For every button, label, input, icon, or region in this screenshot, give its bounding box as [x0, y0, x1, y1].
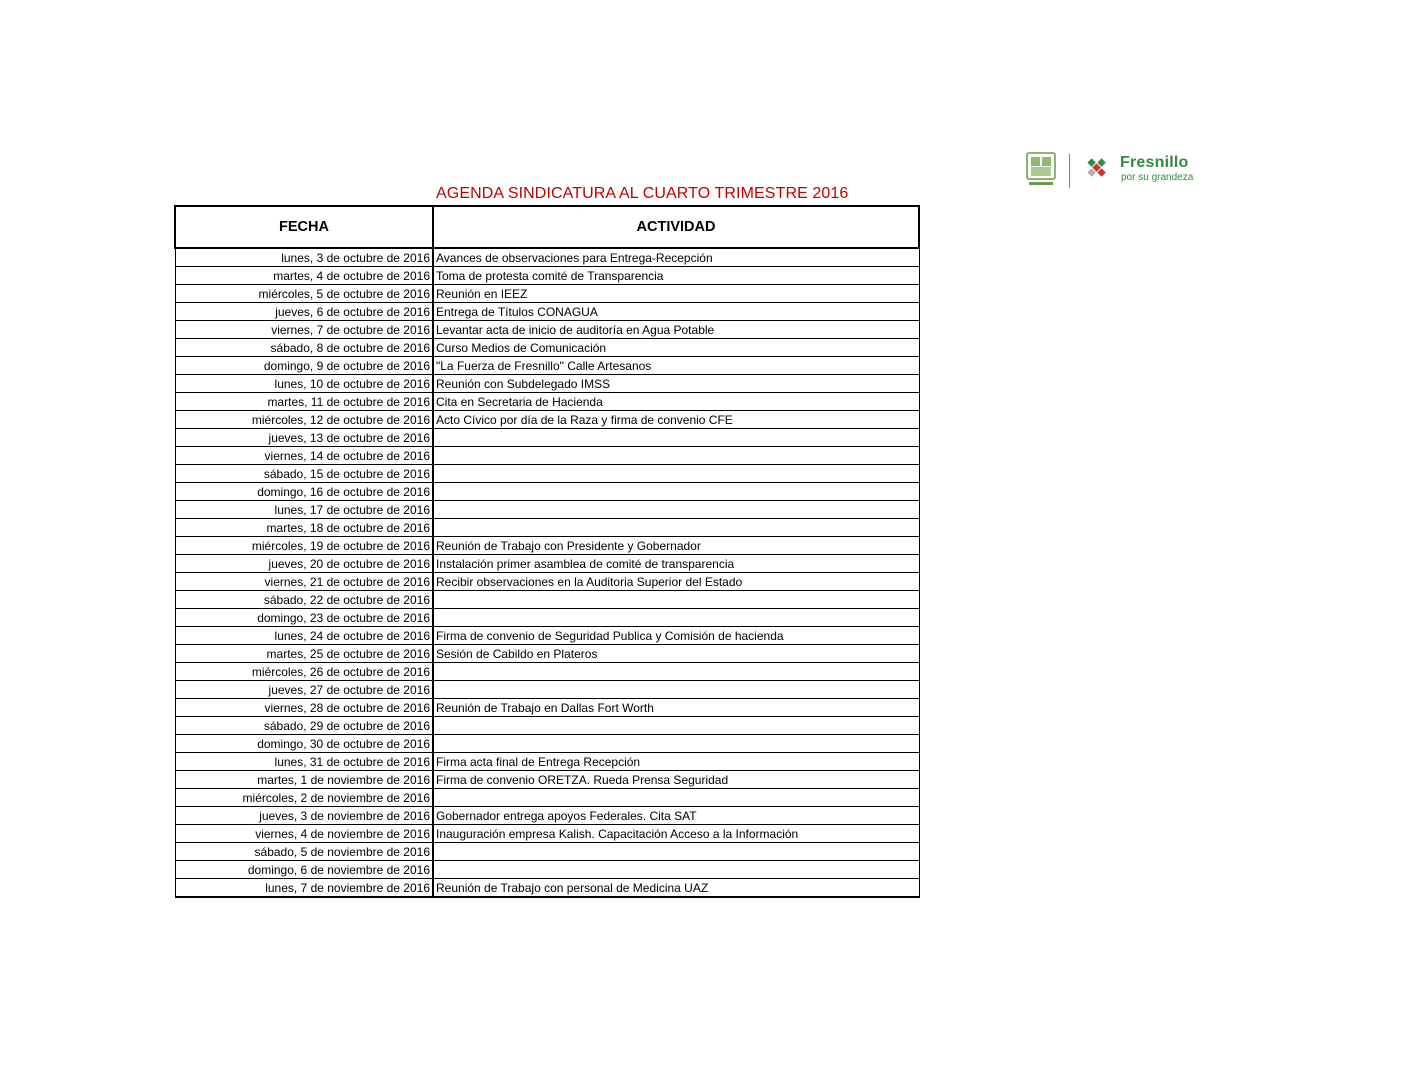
actividad-cell — [433, 789, 919, 807]
table-row — [175, 555, 919, 573]
document-title: AGENDA SINDICATURA AL CUARTO TRIMESTRE 2016 — [436, 185, 849, 202]
fecha-cell: lunes, 7 de noviembre de 2016 — [175, 879, 433, 898]
fecha-cell: martes, 4 de octubre de 2016 — [175, 267, 433, 285]
header-actividad: ACTIVIDAD — [433, 206, 919, 248]
actividad-cell — [433, 717, 919, 735]
agenda-table — [174, 205, 920, 898]
logo-divider — [1069, 154, 1070, 188]
actividad-cell: Cita en Secretaria de Hacienda — [433, 393, 919, 411]
table-row — [175, 807, 919, 825]
table-row — [175, 609, 919, 627]
fecha-cell: viernes, 21 de octubre de 2016 — [175, 573, 433, 591]
table-row — [175, 681, 919, 699]
actividad-cell: Instalación primer asamblea de comité de transparencia — [433, 555, 919, 573]
table-row — [175, 717, 919, 735]
fecha-cell: viernes, 28 de octubre de 2016 — [175, 699, 433, 717]
actividad-cell: Avances de observaciones para Entrega-Recepción — [433, 248, 919, 267]
table-row — [175, 645, 919, 663]
fecha-cell: martes, 18 de octubre de 2016 — [175, 519, 433, 537]
fecha-cell: jueves, 6 de octubre de 2016 — [175, 303, 433, 321]
fecha-cell: domingo, 16 de octubre de 2016 — [175, 483, 433, 501]
actividad-cell — [433, 519, 919, 537]
actividad-cell — [433, 465, 919, 483]
fecha-cell: viernes, 4 de noviembre de 2016 — [175, 825, 433, 843]
fecha-cell: miércoles, 5 de octubre de 2016 — [175, 285, 433, 303]
table-row — [175, 771, 919, 789]
fecha-cell: sábado, 22 de octubre de 2016 — [175, 591, 433, 609]
fecha-cell: domingo, 9 de octubre de 2016 — [175, 357, 433, 375]
actividad-cell: "La Fuerza de Fresnillo" Calle Artesanos — [433, 357, 919, 375]
fresnillo-brand-icon — [1080, 154, 1116, 184]
actividad-cell: Firma de convenio de Seguridad Publica y Comisión de hacienda — [433, 627, 919, 645]
table-row — [175, 879, 919, 898]
actividad-cell — [433, 735, 919, 753]
fecha-cell: sábado, 15 de octubre de 2016 — [175, 465, 433, 483]
fecha-cell: lunes, 10 de octubre de 2016 — [175, 375, 433, 393]
actividad-cell — [433, 591, 919, 609]
table-row — [175, 699, 919, 717]
actividad-cell — [433, 843, 919, 861]
brand-tagline: por su grandeza — [1121, 172, 1194, 183]
actividad-cell — [433, 447, 919, 465]
header-fecha: FECHA — [175, 206, 433, 248]
fecha-cell: domingo, 30 de octubre de 2016 — [175, 735, 433, 753]
actividad-cell: Recibir observaciones en la Auditoria Superior del Estado — [433, 573, 919, 591]
actividad-cell: Levantar acta de inicio de auditoría en Agua Potable — [433, 321, 919, 339]
actividad-cell: Firma de convenio ORETZA. Rueda Prensa Seguridad — [433, 771, 919, 789]
fecha-cell: sábado, 5 de noviembre de 2016 — [175, 843, 433, 861]
fecha-cell: domingo, 23 de octubre de 2016 — [175, 609, 433, 627]
table-row — [175, 591, 919, 609]
fecha-cell: lunes, 31 de octubre de 2016 — [175, 753, 433, 771]
fecha-cell: jueves, 3 de noviembre de 2016 — [175, 807, 433, 825]
table-row — [175, 447, 919, 465]
fecha-cell: jueves, 20 de octubre de 2016 — [175, 555, 433, 573]
fecha-cell: martes, 11 de octubre de 2016 — [175, 393, 433, 411]
actividad-cell — [433, 681, 919, 699]
table-header-row — [175, 206, 919, 248]
table-row — [175, 248, 919, 267]
actividad-cell: Acto Cívico por día de la Raza y firma de convenio CFE — [433, 411, 919, 429]
fecha-cell: martes, 25 de octubre de 2016 — [175, 645, 433, 663]
fecha-cell: lunes, 3 de octubre de 2016 — [175, 248, 433, 267]
actividad-cell: Toma de protesta comité de Transparencia — [433, 267, 919, 285]
actividad-cell: Reunión de Trabajo en Dallas Fort Worth — [433, 699, 919, 717]
table-row — [175, 861, 919, 879]
agenda-body — [175, 248, 919, 897]
actividad-cell — [433, 663, 919, 681]
table-row — [175, 735, 919, 753]
actividad-cell — [433, 609, 919, 627]
table-row — [175, 753, 919, 771]
fecha-cell: lunes, 17 de octubre de 2016 — [175, 501, 433, 519]
actividad-cell — [433, 861, 919, 879]
fecha-cell: jueves, 27 de octubre de 2016 — [175, 681, 433, 699]
table-row — [175, 537, 919, 555]
table-row — [175, 375, 919, 393]
actividad-cell — [433, 501, 919, 519]
table-row — [175, 357, 919, 375]
brand-name: Fresnillo — [1120, 154, 1189, 171]
fecha-cell: viernes, 7 de octubre de 2016 — [175, 321, 433, 339]
actividad-cell — [433, 429, 919, 447]
actividad-cell: Reunión en IEEZ — [433, 285, 919, 303]
table-row — [175, 429, 919, 447]
fecha-cell: sábado, 8 de octubre de 2016 — [175, 339, 433, 357]
fecha-cell: viernes, 14 de octubre de 2016 — [175, 447, 433, 465]
fecha-cell: jueves, 13 de octubre de 2016 — [175, 429, 433, 447]
table-row — [175, 483, 919, 501]
table-row — [175, 321, 919, 339]
actividad-cell: Curso Medios de Comunicación — [433, 339, 919, 357]
actividad-cell: Firma acta final de Entrega Recepción — [433, 753, 919, 771]
table-row — [175, 303, 919, 321]
fecha-cell: martes, 1 de noviembre de 2016 — [175, 771, 433, 789]
fecha-cell: miércoles, 2 de noviembre de 2016 — [175, 789, 433, 807]
actividad-cell: Entrega de Títulos CONAGUA — [433, 303, 919, 321]
actividad-cell: Gobernador entrega apoyos Federales. Cita SAT — [433, 807, 919, 825]
fecha-cell: miércoles, 26 de octubre de 2016 — [175, 663, 433, 681]
table-row — [175, 285, 919, 303]
actividad-cell: Reunión con Subdelegado IMSS — [433, 375, 919, 393]
table-row — [175, 825, 919, 843]
actividad-cell: Reunión de Trabajo con Presidente y Gobernador — [433, 537, 919, 555]
table-row — [175, 663, 919, 681]
table-row — [175, 843, 919, 861]
table-row — [175, 267, 919, 285]
table-row — [175, 519, 919, 537]
table-row — [175, 411, 919, 429]
fecha-cell: lunes, 24 de octubre de 2016 — [175, 627, 433, 645]
fecha-cell: miércoles, 12 de octubre de 2016 — [175, 411, 433, 429]
fecha-cell: miércoles, 19 de octubre de 2016 — [175, 537, 433, 555]
actividad-cell — [433, 483, 919, 501]
municipal-crest-icon — [1026, 152, 1056, 188]
table-row — [175, 501, 919, 519]
table-row — [175, 465, 919, 483]
fecha-cell: domingo, 6 de noviembre de 2016 — [175, 861, 433, 879]
fecha-cell: sábado, 29 de octubre de 2016 — [175, 717, 433, 735]
actividad-cell: Reunión de Trabajo con personal de Medicina UAZ — [433, 879, 919, 898]
table-row — [175, 573, 919, 591]
table-row — [175, 339, 919, 357]
actividad-cell: Inauguración empresa Kalish. Capacitación Acceso a la Información — [433, 825, 919, 843]
actividad-cell: Sesión de Cabildo en Plateros — [433, 645, 919, 663]
table-row — [175, 393, 919, 411]
table-row — [175, 789, 919, 807]
table-row — [175, 627, 919, 645]
header-logo — [1024, 150, 1214, 192]
